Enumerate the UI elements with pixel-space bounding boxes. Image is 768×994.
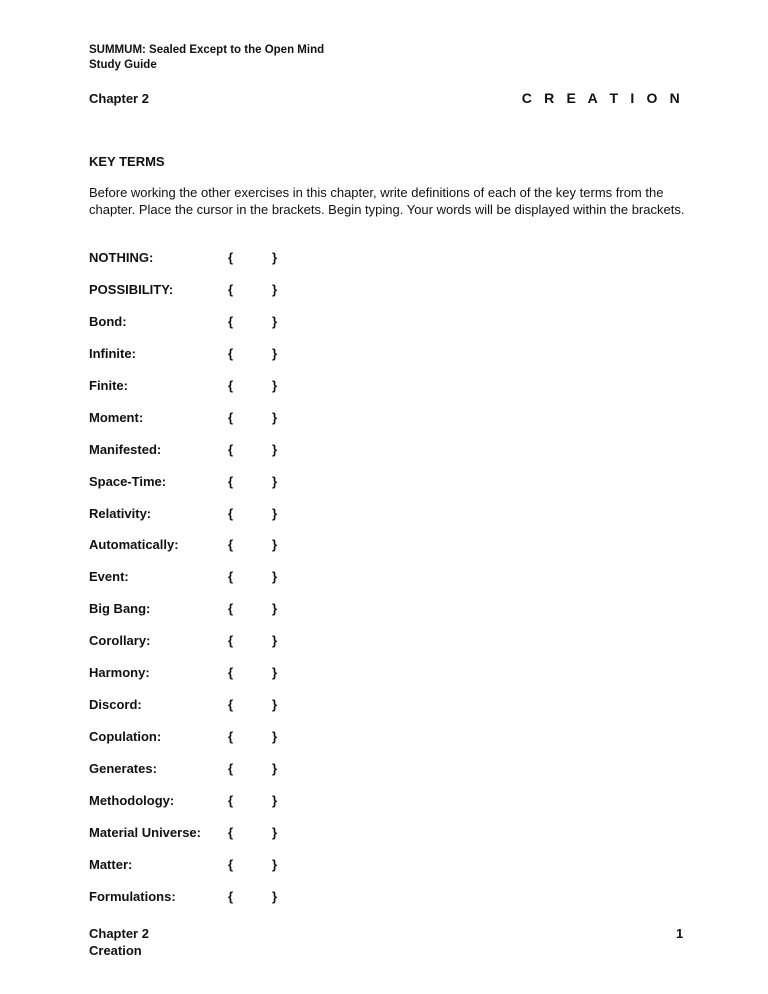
term-row	[89, 410, 389, 442]
definition-open-bracket[interactable]: {	[228, 313, 234, 329]
page-number: 1	[676, 926, 684, 941]
chapter-label: Chapter 2	[89, 91, 149, 106]
definition-open-bracket[interactable]: {	[228, 409, 234, 425]
term-label: Automatically:	[89, 537, 179, 553]
definition-close-bracket[interactable]: }	[272, 377, 278, 393]
term-label: Moment:	[89, 409, 144, 425]
definition-open-bracket[interactable]: {	[228, 792, 234, 808]
document-header-subtitle: Study Guide	[89, 59, 157, 71]
definition-open-bracket[interactable]: {	[228, 505, 234, 521]
term-label: Manifested:	[89, 441, 162, 457]
definition-open-bracket[interactable]: {	[228, 633, 234, 649]
definition-close-bracket[interactable]: }	[272, 761, 278, 776]
definition-open-bracket[interactable]: {	[228, 824, 234, 840]
term-label: POSSIBILITY:	[89, 281, 174, 297]
definition-close-bracket[interactable]: }	[272, 505, 278, 521]
definition-close-bracket[interactable]: }	[272, 601, 278, 617]
section-heading: KEY TERMS	[89, 154, 165, 169]
definition-close-bracket[interactable]: }	[272, 281, 278, 297]
term-row	[89, 346, 389, 378]
term-label: NOTHING:	[89, 250, 154, 265]
instructions-paragraph: Before working the other exercises in this chapter, write definitions of each of the key terms from the chapter. Place the cursor in the brackets. Begin typing. Your words will be displayed within the brackets.	[89, 185, 685, 217]
term-label: Formulations:	[89, 888, 176, 904]
term-row	[89, 857, 389, 889]
term-row	[89, 793, 389, 825]
definition-close-bracket[interactable]: }	[272, 250, 278, 265]
definition-open-bracket[interactable]: {	[228, 250, 234, 265]
term-row	[89, 474, 389, 506]
definition-close-bracket[interactable]: }	[272, 569, 278, 585]
term-row	[89, 665, 389, 697]
term-row	[89, 601, 389, 633]
definition-open-bracket[interactable]: {	[228, 601, 234, 617]
definition-close-bracket[interactable]: }	[272, 665, 278, 681]
footer-chapter: Chapter 2	[89, 926, 149, 941]
term-label: Material Universe:	[89, 824, 201, 840]
definition-close-bracket[interactable]: }	[272, 856, 278, 872]
document-header-title: SUMMUM: Sealed Except to the Open Mind	[89, 44, 325, 56]
term-label: Generates:	[89, 761, 157, 776]
term-row	[89, 442, 389, 474]
definition-close-bracket[interactable]: }	[272, 537, 278, 553]
term-row	[89, 889, 389, 921]
term-label: Space-Time:	[89, 473, 167, 489]
definition-open-bracket[interactable]: {	[228, 377, 234, 393]
term-label: Corollary:	[89, 633, 151, 649]
term-label: Event:	[89, 569, 129, 585]
key-terms-list	[89, 250, 389, 921]
term-row	[89, 825, 389, 857]
definition-open-bracket[interactable]: {	[228, 281, 234, 297]
term-row	[89, 697, 389, 729]
term-label: Copulation:	[89, 729, 162, 745]
term-label: Bond:	[89, 313, 127, 329]
definition-open-bracket[interactable]: {	[228, 761, 234, 776]
term-label: Methodology:	[89, 792, 175, 808]
definition-open-bracket[interactable]: {	[228, 665, 234, 681]
definition-open-bracket[interactable]: {	[228, 537, 234, 553]
term-row	[89, 633, 389, 665]
definition-close-bracket[interactable]: }	[272, 345, 278, 361]
definition-open-bracket[interactable]: {	[228, 856, 234, 872]
definition-open-bracket[interactable]: {	[228, 441, 234, 457]
definition-close-bracket[interactable]: }	[272, 888, 278, 904]
term-row	[89, 282, 389, 314]
definition-open-bracket[interactable]: {	[228, 473, 234, 489]
term-label: Big Bang:	[89, 601, 151, 617]
term-label: Finite:	[89, 377, 128, 393]
definition-open-bracket[interactable]: {	[228, 729, 234, 745]
term-label: Discord:	[89, 697, 142, 713]
chapter-title: C R E A T I O N	[521, 90, 684, 106]
term-row	[89, 569, 389, 601]
definition-open-bracket[interactable]: {	[228, 888, 234, 904]
term-label: Infinite:	[89, 345, 136, 361]
term-label: Matter:	[89, 856, 133, 872]
term-row	[89, 761, 389, 793]
term-label: Relativity:	[89, 505, 152, 521]
definition-close-bracket[interactable]: }	[272, 697, 278, 713]
definition-close-bracket[interactable]: }	[272, 313, 278, 329]
definition-close-bracket[interactable]: }	[272, 633, 278, 649]
definition-close-bracket[interactable]: }	[272, 473, 278, 489]
term-row	[89, 506, 389, 538]
definition-open-bracket[interactable]: {	[228, 697, 234, 713]
definition-close-bracket[interactable]: }	[272, 824, 278, 840]
definition-close-bracket[interactable]: }	[272, 729, 278, 745]
definition-close-bracket[interactable]: }	[272, 792, 278, 808]
definition-open-bracket[interactable]: {	[228, 569, 234, 585]
definition-close-bracket[interactable]: }	[272, 409, 278, 425]
term-label: Harmony:	[89, 665, 150, 681]
footer-title: Creation	[89, 943, 142, 958]
definition-close-bracket[interactable]: }	[272, 441, 278, 457]
term-row	[89, 250, 389, 282]
term-row	[89, 378, 389, 410]
term-row	[89, 314, 389, 346]
term-row	[89, 729, 389, 761]
definition-open-bracket[interactable]: {	[228, 345, 234, 361]
term-row	[89, 537, 389, 569]
